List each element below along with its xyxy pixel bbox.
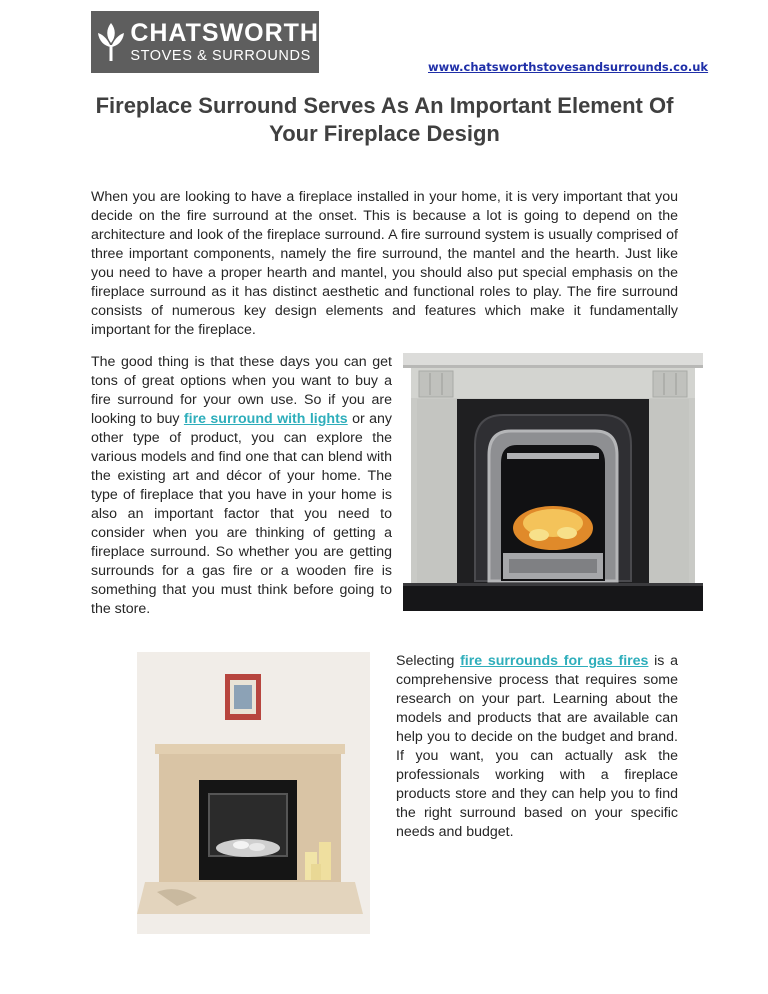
website-link[interactable]: www.chatsworthstovesandsurrounds.co.uk (428, 60, 709, 74)
text: is a comprehensive process that requires some research on your part. Learning about the models and products that are available can help you to decide on the budget and brand. If you want, you can actually ask the professionals working with a fireplace products store and they can help you to find the right surround based on your specific needs and budget. (396, 653, 678, 840)
text: or any other type of product, you can explore the various models and find one that can blend with the existing art and décor of your home. The type of fireplace that you have in your home is also an important factor that you need to consider when you are thinking of getting a fireplace surround. So whether you are getting surrounds for a gas fire or a wooden fire is something that you must think before going to the store. (91, 411, 392, 617)
leaf-icon (91, 11, 130, 73)
fireplace-surround-image (403, 353, 703, 613)
intro-paragraph: When you are looking to have a fireplace installed in your home, it is very important that you decide on the fire surround at the onset. This is because a lot is going to depend on the architecture and look of the fireplace surround. A fire surround system is usually comprised of three important components, namely the fire surround, the mantel and the hearth. Just like you need to have a proper hearth and mantel, you should also put special emphasis on the fireplace surround as it has distinct aesthetic and functional roles to play. The fire surround consists of numerous key design elements and features which make it fundamentally important for the fireplace. (91, 189, 678, 338)
gas-fireplace-image (137, 652, 370, 934)
options-paragraph (91, 353, 392, 619)
fire-surrounds-for-gas-fires-link[interactable]: fire surrounds for gas fires (460, 653, 649, 669)
logo-tagline: STOVES & SURROUNDS (130, 47, 311, 64)
fire-surround-with-lights-link[interactable]: fire surround with lights (183, 411, 348, 427)
company-logo (91, 11, 319, 73)
selecting-paragraph (396, 652, 678, 842)
text: The good thing is that these days you can get tons of great options when you want to buy a fire surround for your own use. So if you are looking to buy (91, 354, 392, 427)
text: Selecting (396, 653, 461, 669)
logo-brand: CHATSWORTH (130, 18, 319, 47)
page-title: Fireplace Surround Serves As An Important Element Of Your Fireplace Design (95, 93, 674, 146)
